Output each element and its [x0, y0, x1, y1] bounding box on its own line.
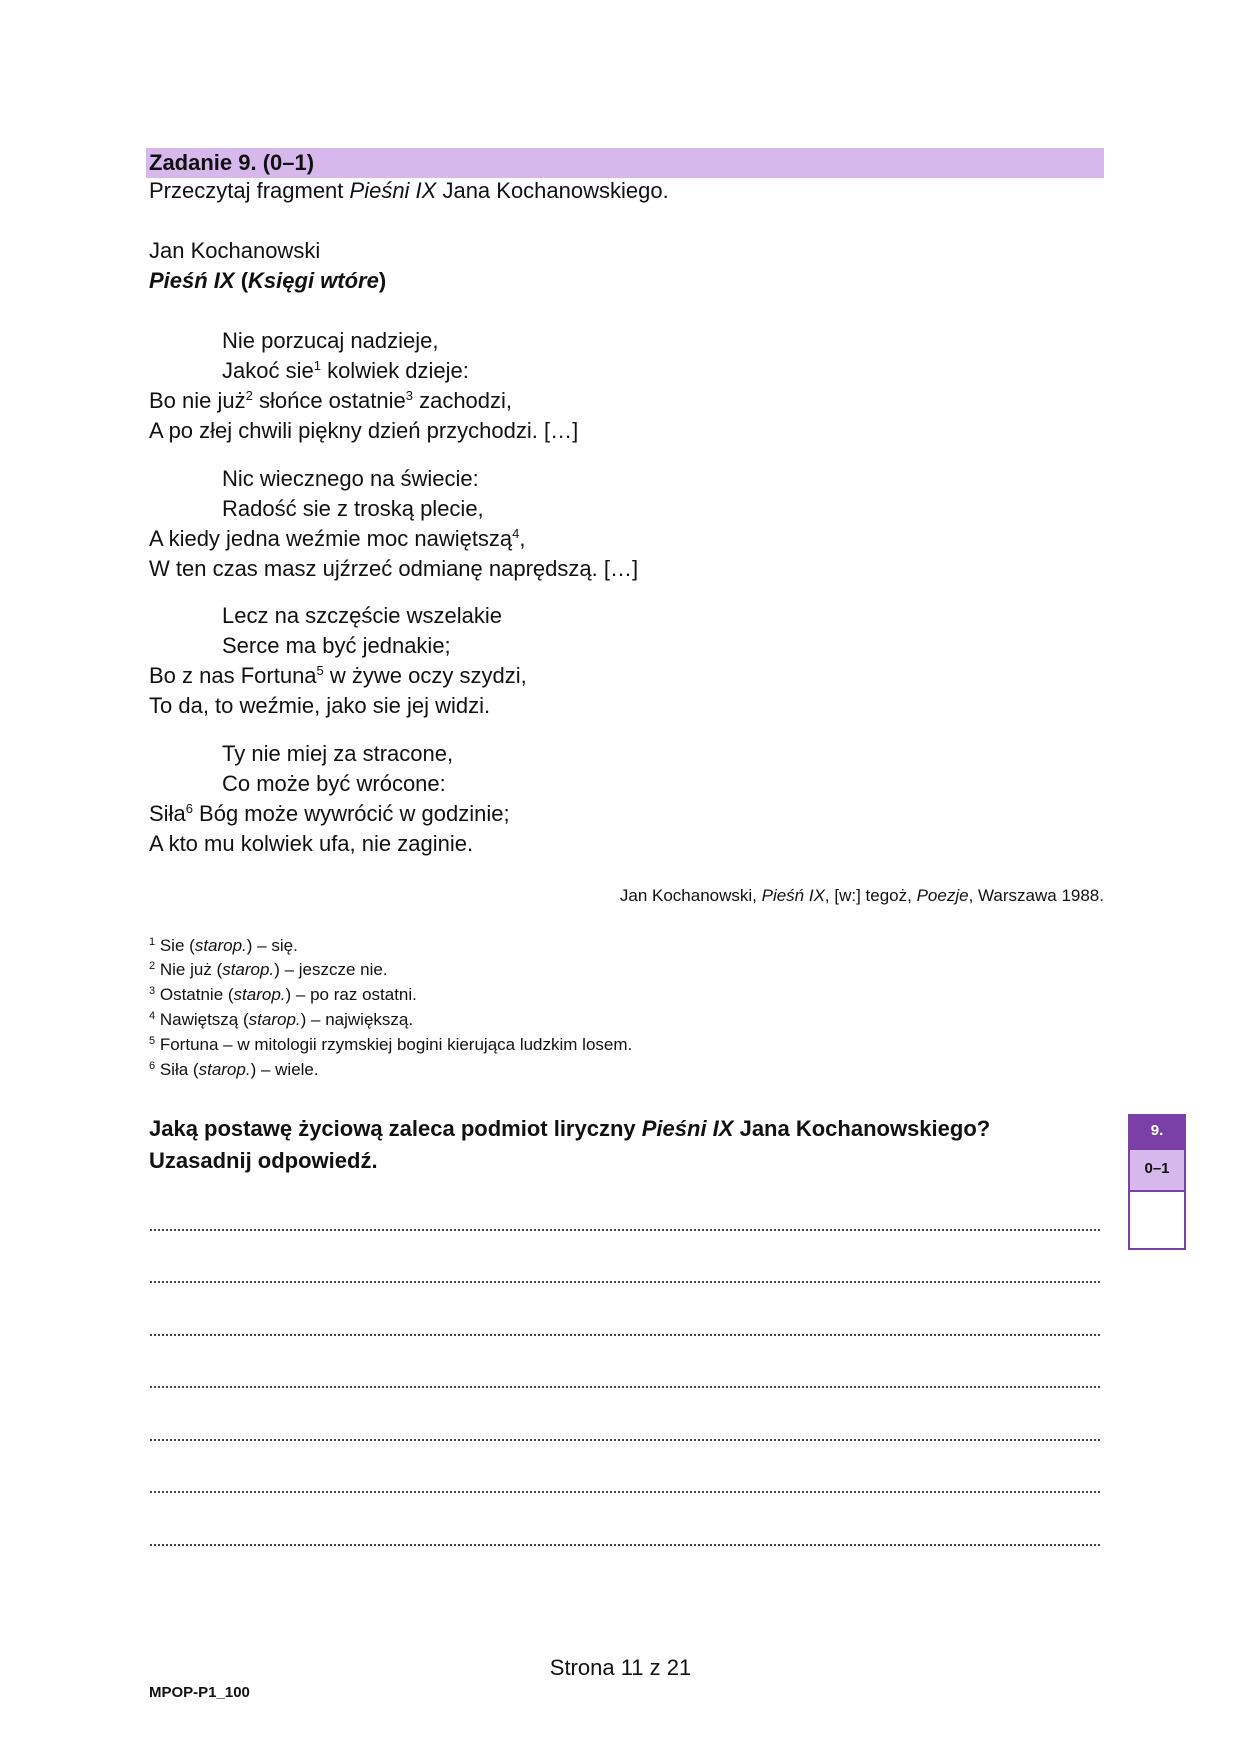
footnote: $^5$ Fortuna – w mitologii rzymskiej bogini kierująca ludzkim losem.	[149, 1035, 633, 1054]
poem-line: Lecz na szczęście wszelakie	[222, 603, 503, 628]
footnote: $^4$ Nawiętszą (starop.) – największą.	[149, 1010, 414, 1029]
poem-line: To da, to weźmie, jako sie jej widzi.	[149, 693, 491, 718]
answer-line[interactable]	[150, 1439, 1100, 1441]
poem-author: Jan Kochanowski	[149, 238, 321, 263]
poem-title: Pieśń IX (Księgi wtóre)	[149, 268, 387, 293]
score-task-number: 9.	[1130, 1116, 1184, 1150]
answer-line[interactable]	[150, 1491, 1100, 1493]
task-header	[146, 148, 1104, 178]
poem-line: Co może być wrócone:	[222, 771, 446, 796]
answer-line[interactable]	[150, 1334, 1100, 1336]
page-number: Strona 11 z 21	[549, 1655, 692, 1680]
score-box	[1128, 1114, 1186, 1250]
question-text: Jaką postawę życiową zaleca podmiot liryczny Pieśni IX Jana Kochanowskiego? Uzasadnij odpowiedź.	[149, 1116, 991, 1173]
answer-line[interactable]	[150, 1386, 1100, 1388]
poem-line: A kto mu kolwiek ufa, nie zaginie.	[149, 831, 474, 856]
document-code: MPOP-P1_100	[149, 1684, 250, 1701]
footnote: $^2$ Nie już (starop.) – jeszcze nie.	[149, 960, 388, 979]
poem-line: Siła$^6$ Bóg może wywrócić w godzinie;	[149, 801, 510, 826]
poem-line: Radość sie z troską plecie,	[222, 496, 484, 521]
poem-line: Nie porzucaj nadzieje,	[222, 328, 439, 353]
footnote: $^3$ Ostatnie (starop.) – po raz ostatni.	[149, 985, 417, 1004]
poem-line: Jakoć sie$^1$ kolwiek dzieje:	[222, 358, 469, 383]
score-range: 0–1	[1130, 1150, 1184, 1192]
poem-source: Jan Kochanowski, Pieśń IX, [w:] tegoż, Poezje, Warszawa 1988.	[619, 886, 1104, 905]
poem-line: Serce ma być jednakie;	[222, 633, 451, 658]
poem-line: Ty nie miej za stracone,	[222, 741, 454, 766]
poem-line: A po złej chwili piękny dzień przychodzi. […]	[149, 418, 579, 443]
footnote: $^6$ Siła (starop.) – wiele.	[149, 1060, 319, 1079]
answer-line[interactable]	[150, 1229, 1100, 1231]
answer-line[interactable]	[150, 1281, 1100, 1283]
footnote: $^1$ Sie (starop.) – się.	[149, 936, 298, 955]
poem-line: Bo z nas Fortuna$^5$ w żywe oczy szydzi,	[149, 663, 527, 688]
answer-line[interactable]	[150, 1544, 1100, 1546]
task-header-text: Zadanie 9. (0–1)	[149, 150, 315, 175]
poem-line: A kiedy jedna weźmie moc nawiętszą$^4$,	[149, 526, 526, 551]
intro-text: Przeczytaj fragment Pieśni IX Jana Kochanowskiego.	[149, 178, 669, 203]
poem-line: Nic wiecznego na świecie:	[222, 466, 479, 491]
poem-line: W ten czas masz ujźrzeć odmianę naprędszą. […]	[149, 556, 639, 581]
poem-line: Bo nie już$^2$ słońce ostatnie$^3$ zachodzi,	[149, 388, 513, 413]
